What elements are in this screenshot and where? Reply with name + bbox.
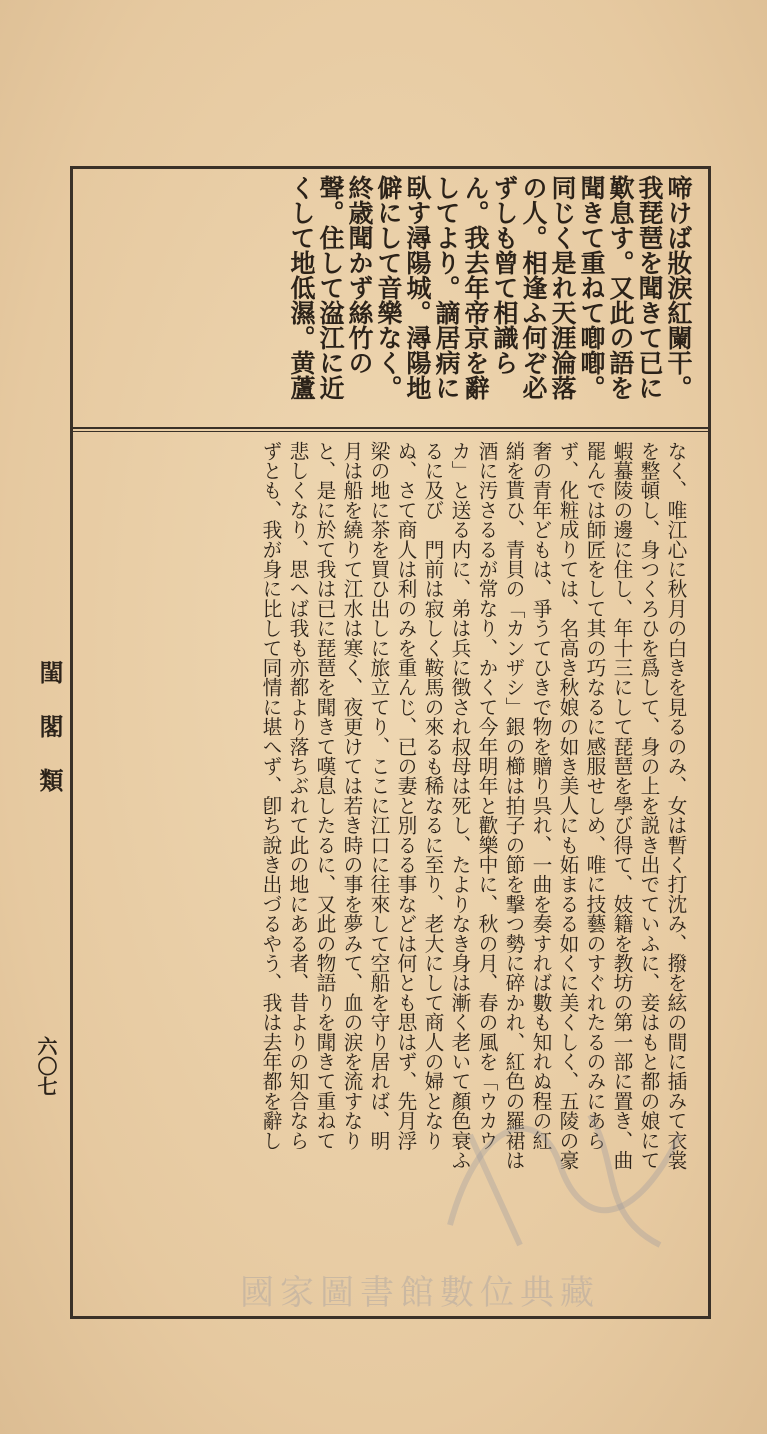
commentary-line: ぬ、さて商人は利のみを重んじ、已の妻と別るる事などは何とも思はず、先月浮 bbox=[394, 441, 417, 1151]
poem-line: 歎息す。又此の語を bbox=[606, 175, 635, 400]
poem-line: 聲。住して湓江に近 bbox=[316, 175, 345, 400]
commentary-line: 悲しくなり、思へば我も亦都より落ちぶれて此の地にある者、昔よりの知合なら bbox=[286, 441, 309, 1151]
poem-line: 啼けば妝涙紅闌干。 bbox=[664, 175, 693, 400]
commentary-line: を整頓し、身つくろひを爲して、身の上を説き出でていふに、妾はもと都の娘にて bbox=[637, 441, 660, 1170]
poem-line: の人。相逢ふ何ぞ必 bbox=[519, 175, 548, 400]
commentary-line: 罷んでは師匠をして其の巧なるに感服せしめ、唯に技藝のすぐれたるのみにあら bbox=[583, 441, 606, 1151]
library-watermark-text: 國家圖書館數位典藏 bbox=[240, 1273, 600, 1313]
poem-line: ずしも曾て相識ら bbox=[490, 175, 519, 375]
page-number: 六〇七 bbox=[34, 1036, 58, 1096]
commentary-line: 梁の地に茶を買ひ出しに旅立てり、ここに江口に往來して空船を守り居れば、明 bbox=[367, 441, 390, 1151]
commentary-line: カ」と送る内に、弟は兵に徴され叔母は死し、たよりなき身は漸く老いて顏色衰ふ bbox=[448, 441, 471, 1170]
poem-line: くして地低濕。黄蘆 bbox=[287, 175, 316, 400]
commentary-line: 綃を貰ひ、青貝の「カンザシ」銀の櫛は拍子の節を撃つ勢に碎かれ、紅色の羅裙は bbox=[502, 441, 525, 1170]
commentary-line: と、是に於て我は已に琵琶を聞きて嘆息したるに、又此の物語りを聞きて重ねて bbox=[313, 441, 336, 1151]
commentary-line: るに及び 門前は寂しく鞍馬の來るも稀なるに至り、老大にして商人の婦となり bbox=[421, 441, 444, 1151]
commentary-line: なく、唯江心に秋月の白きを見るのみ、女は暫く打沈み、撥を絃の間に插みて衣裳 bbox=[664, 441, 687, 1170]
section-divider bbox=[73, 427, 708, 429]
poem-line: 僻にして音樂なく。 bbox=[374, 175, 403, 400]
poem-line: 我琵琶を聞きて已に bbox=[635, 175, 664, 400]
commentary-line: 月は船を繞りて江水は寒く、夜更けては若き時の事を夢みて、血の涙を流すなり bbox=[340, 441, 363, 1151]
commentary-line: 蝦蟇陵の邊に住し、年十三にして琵琶を學び得て、妓籍を教坊の第一部に置き、曲 bbox=[610, 441, 633, 1170]
commentary-line: 奢の青年どもは、爭うてひきで物を贈り呉れ、一曲を奏すれば數も知れぬ程の紅 bbox=[529, 441, 552, 1151]
poem-line: してより。謫居病に bbox=[432, 175, 461, 400]
section-divider-inner bbox=[73, 431, 708, 432]
poem-line: 聞きて重ねて喞喞。 bbox=[577, 175, 606, 400]
poem-line: 臥す潯陽城。潯陽地 bbox=[403, 175, 432, 400]
commentary-line: 酒に汚さるるが常なり、かくて今年明年と歡樂中に、秋の月、春の風を「ウカウ bbox=[475, 441, 498, 1151]
poem-line: ん。我去年帝京を辭 bbox=[461, 175, 490, 400]
commentary-line: ずとも、我が身に比して同情に堪へず、卽ち說き出づるやう、我は去年都を辭し bbox=[259, 441, 282, 1151]
running-header: 閨閣類 bbox=[35, 660, 64, 822]
library-seal-watermark bbox=[430, 1075, 700, 1275]
commentary-line: ず、化粧成りては、名高き秋娘の如き美人にも妬まるる如くに美くしく、五陵の豪 bbox=[556, 441, 579, 1170]
poem-line: 同じく是れ天涯淪落 bbox=[548, 175, 577, 400]
poem-line: 終歳聞かず絲竹の bbox=[345, 175, 374, 375]
